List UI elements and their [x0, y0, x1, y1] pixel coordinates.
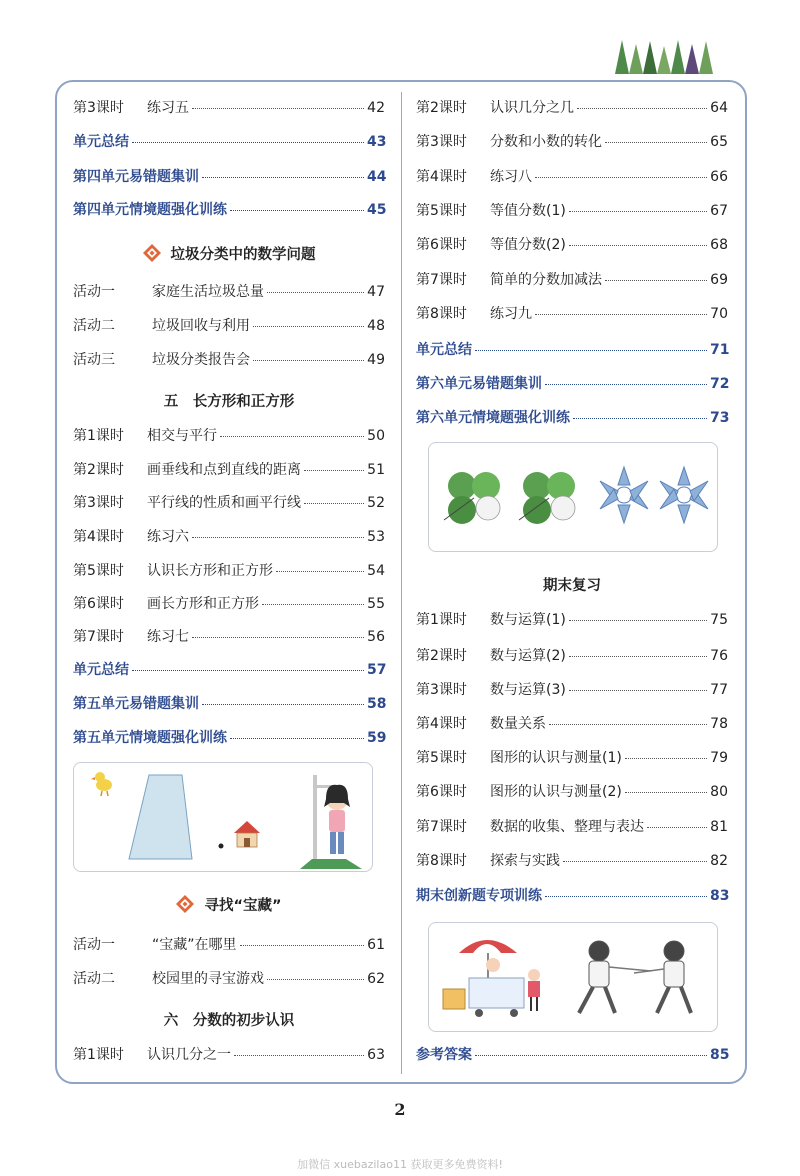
section-heading-title: 期末复习: [543, 578, 601, 594]
toc-lesson-label: 第5课时: [73, 563, 124, 579]
toc-lesson-label: 第4课时: [416, 716, 467, 732]
toc-page-number: 73: [710, 410, 730, 426]
toc-lesson-label: 第7课时: [416, 819, 467, 835]
toc-entry-title: 认识几分之一: [147, 1047, 231, 1063]
toc-entry[interactable]: [416, 342, 728, 359]
geometry-illustration: [73, 762, 373, 872]
toc-lesson-label: 第2课时: [416, 648, 467, 664]
toc-page-number: 68: [710, 237, 728, 253]
toc-leader-dots: [304, 470, 364, 471]
toc-lesson-label: 活动二: [73, 318, 115, 334]
toc-entry-title: 画垂线和点到直线的距离: [147, 462, 301, 478]
toc-lesson-label: 第5课时: [416, 750, 467, 766]
toc-entry[interactable]: [73, 662, 385, 679]
toc-leader-dots: [202, 177, 364, 178]
toc-page-number: 50: [367, 428, 385, 444]
toc-page-number: 61: [367, 937, 385, 953]
toc-page-number: 51: [367, 462, 385, 478]
section-heading: [73, 898, 385, 915]
toc-leader-dots: [262, 604, 364, 605]
toc-leader-dots: [625, 792, 707, 793]
toc-leader-dots: [647, 827, 707, 828]
toc-entry-title: 等值分数(2): [490, 237, 566, 253]
toc-leader-dots: [545, 384, 707, 385]
shopping-and-fencing-illustration: [428, 922, 718, 1032]
toc-lesson-label: 第3课时: [73, 495, 124, 511]
toc-lesson-label: 第7课时: [73, 629, 124, 645]
toc-leader-dots: [192, 537, 364, 538]
toc-leader-dots: [240, 945, 364, 946]
section-heading-title: 垃圾分类中的数学问题: [170, 247, 316, 263]
toc-entry[interactable]: [73, 1047, 385, 1064]
toc-page-number: 77: [710, 682, 728, 698]
toc-leader-dots: [569, 620, 707, 621]
toc-page-number: 42: [367, 100, 385, 116]
toc-page-number: 59: [367, 730, 387, 746]
toc-entry[interactable]: [73, 971, 385, 988]
toc-entry[interactable]: [73, 169, 385, 186]
toc-leader-dots: [577, 108, 707, 109]
clover-icon: [444, 472, 500, 524]
toc-entry[interactable]: [73, 596, 385, 613]
toc-entry[interactable]: [416, 203, 728, 220]
toc-page-number: 75: [710, 612, 728, 628]
column-divider: [401, 92, 402, 1074]
toc-page-number: 76: [710, 648, 728, 664]
toc-lesson-label: 第8课时: [416, 853, 467, 869]
toc-page-number: 85: [710, 1047, 730, 1063]
toc-page-number: 78: [710, 716, 728, 732]
toc-entry-title: 第五单元易错题集训: [73, 696, 199, 712]
toc-entry-title: 数与运算(3): [490, 682, 566, 698]
toc-page-number: 69: [710, 272, 728, 288]
toc-lesson-label: 第7课时: [416, 272, 467, 288]
toc-leader-dots: [535, 314, 707, 315]
toc-page-number: 82: [710, 853, 728, 869]
toc-entry-title: 等值分数(1): [490, 203, 566, 219]
toc-page-number: 57: [367, 662, 387, 678]
section-heading: [73, 1013, 385, 1030]
toc-entry-title: 数据的收集、整理与表达: [490, 819, 644, 835]
toc-lesson-label: 第8课时: [416, 306, 467, 322]
toc-lesson-label: 活动三: [73, 352, 115, 368]
toc-leader-dots: [605, 280, 707, 281]
toc-lesson-label: 第6课时: [73, 596, 124, 612]
toc-leader-dots: [230, 738, 364, 739]
toc-leader-dots: [192, 108, 364, 109]
toc-lesson-label: 第6课时: [416, 237, 467, 253]
toc-page-number: 53: [367, 529, 385, 545]
toc-leader-dots: [605, 142, 707, 143]
toc-lesson-label: 第1课时: [416, 612, 467, 628]
toc-leader-dots: [267, 979, 364, 980]
toc-entry[interactable]: [416, 134, 728, 151]
toc-page-number: 43: [367, 134, 387, 150]
toc-lesson-label: 第4课时: [73, 529, 124, 545]
toc-entry-title: 垃圾回收与利用: [152, 318, 250, 334]
section-heading-title: 六 分数的初步认识: [163, 1013, 295, 1029]
toc-entry-title: 认识几分之几: [490, 100, 574, 116]
ice-cream-stall-icon: [443, 940, 524, 1017]
toc-entry-title: 单元总结: [416, 342, 472, 358]
toc-entry[interactable]: [73, 352, 385, 369]
snowflake-icon: [660, 467, 708, 523]
section-heading-title: 寻找“宝藏”: [204, 898, 282, 914]
toc-page-number: 64: [710, 100, 728, 116]
toc-page-number: 70: [710, 306, 728, 322]
toc-entry[interactable]: [416, 169, 728, 186]
toc-entry[interactable]: [73, 629, 385, 646]
toc-entry[interactable]: [416, 888, 728, 905]
toc-lesson-label: 第1课时: [73, 428, 124, 444]
page-number: 2: [394, 1100, 406, 1119]
toc-page-number: 65: [710, 134, 728, 150]
toc-entry[interactable]: [73, 100, 385, 117]
snowflake-icon: [600, 467, 648, 523]
toc-entry-title: 期末创新题专项训练: [416, 888, 542, 904]
toc-leader-dots: [253, 360, 364, 361]
toc-entry[interactable]: [73, 318, 385, 335]
toc-page-number: 44: [367, 169, 387, 185]
toc-lesson-label: 活动一: [73, 284, 115, 300]
watermark-text: 加微信 xuebazilao11 获取更多免费资料!: [297, 1158, 503, 1171]
toc-entry[interactable]: [416, 648, 728, 665]
toc-entry[interactable]: [73, 462, 385, 479]
toc-page-number: 49: [367, 352, 385, 368]
toc-entry[interactable]: [416, 376, 728, 393]
toc-page-number: 45: [367, 202, 387, 218]
toc-page-number: 47: [367, 284, 385, 300]
toc-lesson-label: 第2课时: [73, 462, 124, 478]
toc-leader-dots: [569, 245, 707, 246]
toc-page-number: 72: [710, 376, 730, 392]
toc-page-number: 80: [710, 784, 728, 800]
symmetry-illustration: [428, 442, 718, 552]
toc-leader-dots: [535, 177, 707, 178]
toc-leader-dots: [234, 1055, 364, 1056]
toc-entry[interactable]: [73, 428, 385, 445]
toc-entry-title: 练习六: [147, 529, 189, 545]
toc-page-number: 62: [367, 971, 385, 987]
toc-page-number: 56: [367, 629, 385, 645]
toc-entry-title: 数量关系: [490, 716, 546, 732]
toc-entry[interactable]: [73, 495, 385, 512]
toc-entry-title: 平行线的性质和画平行线: [147, 495, 301, 511]
fencer-icon: [579, 941, 651, 1013]
toc-leader-dots: [573, 418, 707, 419]
child-icon: [528, 969, 540, 1011]
clover-icon: [519, 472, 575, 524]
toc-entry-title: 练习五: [147, 100, 189, 116]
toc-entry-title: 单元总结: [73, 662, 129, 678]
toc-page-number: 58: [367, 696, 387, 712]
toc-entry[interactable]: [73, 696, 385, 713]
toc-leader-dots: [230, 210, 364, 211]
section-heading: [416, 578, 728, 595]
toc-entry-title: 第六单元情境题强化训练: [416, 410, 570, 426]
toc-entry-title: 垃圾分类报告会: [152, 352, 250, 368]
toc-entry[interactable]: [416, 819, 728, 836]
toc-leader-dots: [569, 211, 707, 212]
toc-entry-title: “宝藏”在哪里: [152, 937, 237, 953]
toc-entry[interactable]: [416, 306, 728, 323]
duck-icon: [91, 772, 112, 796]
toc-leader-dots: [545, 896, 707, 897]
toc-leader-dots: [253, 326, 364, 327]
tree-decoration: [614, 38, 714, 78]
toc-page-number: 71: [710, 342, 730, 358]
toc-leader-dots: [475, 1055, 707, 1056]
toc-entry[interactable]: [416, 612, 728, 629]
toc-leader-dots: [475, 350, 707, 351]
toc-entry-title: 认识长方形和正方形: [147, 563, 273, 579]
toc-entry-title: 校园里的寻宝游戏: [152, 971, 264, 987]
toc-entry-title: 数与运算(1): [490, 612, 566, 628]
toc-page-number: 54: [367, 563, 385, 579]
toc-entry-title: 分数和小数的转化: [490, 134, 602, 150]
toc-page-number: 83: [710, 888, 730, 904]
toc-leader-dots: [276, 571, 364, 572]
toc-lesson-label: 第3课时: [416, 682, 467, 698]
toc-entry-title: 相交与平行: [147, 428, 217, 444]
toc-entry-title: 练习九: [490, 306, 532, 322]
toc-entry-title: 家庭生活垃圾总量: [152, 284, 264, 300]
toc-leader-dots: [563, 861, 707, 862]
toc-entry[interactable]: [416, 1047, 728, 1064]
toc-entry-title: 参考答案: [416, 1047, 472, 1063]
toc-entry[interactable]: [416, 784, 728, 801]
toc-entry[interactable]: [416, 682, 728, 699]
toc-lesson-label: 第3课时: [73, 100, 124, 116]
toc-entry-title: 第五单元情境题强化训练: [73, 730, 227, 746]
toc-page-number: 67: [710, 203, 728, 219]
toc-lesson-label: 活动二: [73, 971, 115, 987]
toc-leader-dots: [132, 670, 364, 671]
toc-entry[interactable]: [416, 237, 728, 254]
toc-leader-dots: [304, 503, 364, 504]
toc-page-number: 52: [367, 495, 385, 511]
toc-lesson-label: 第5课时: [416, 203, 467, 219]
toc-page-number: 63: [367, 1047, 385, 1063]
toc-entry-title: 第四单元情境题强化训练: [73, 202, 227, 218]
toc-entry-title: 单元总结: [73, 134, 129, 150]
fencer-icon: [634, 941, 691, 1013]
toc-entry-title: 数与运算(2): [490, 648, 566, 664]
toc-page-number: 79: [710, 750, 728, 766]
toc-leader-dots: [549, 724, 707, 725]
toc-page-number: 66: [710, 169, 728, 185]
house-icon: [234, 821, 260, 847]
toc-entry[interactable]: [416, 716, 728, 733]
toc-leader-dots: [220, 436, 364, 437]
toc-entry-title: 图形的认识与测量(1): [490, 750, 622, 766]
toc-entry[interactable]: [416, 100, 728, 117]
toc-page-number: 81: [710, 819, 728, 835]
toc-page-number: 55: [367, 596, 385, 612]
diamond-icon: [176, 895, 194, 918]
toc-leader-dots: [192, 637, 364, 638]
toc-entry-title: 练习七: [147, 629, 189, 645]
toc-leader-dots: [267, 292, 364, 293]
section-heading: [73, 247, 385, 264]
toc-leader-dots: [625, 758, 707, 759]
toc-entry[interactable]: [73, 730, 385, 747]
toc-entry[interactable]: [416, 272, 728, 289]
toc-entry[interactable]: [73, 563, 385, 580]
toc-entry[interactable]: [73, 529, 385, 546]
toc-entry-title: 简单的分数加减法: [490, 272, 602, 288]
toc-entry-title: 探索与实践: [490, 853, 560, 869]
toc-entry-title: 画长方形和正方形: [147, 596, 259, 612]
toc-lesson-label: 活动一: [73, 937, 115, 953]
toc-entry-title: 练习八: [490, 169, 532, 185]
toc-entry-title: 第六单元易错题集训: [416, 376, 542, 392]
toc-leader-dots: [569, 690, 707, 691]
toc-entry[interactable]: [73, 134, 385, 151]
toc-entry[interactable]: [73, 202, 385, 219]
toc-entry[interactable]: [73, 284, 385, 301]
toc-leader-dots: [202, 704, 364, 705]
toc-entry-title: 第四单元易错题集训: [73, 169, 199, 185]
section-heading: [73, 394, 385, 411]
toc-lesson-label: 第1课时: [73, 1047, 124, 1063]
girl-with-height-ruler-icon: [300, 775, 362, 869]
toc-lesson-label: 第4课时: [416, 169, 467, 185]
diamond-icon: [143, 244, 161, 267]
toc-entry-title: 图形的认识与测量(2): [490, 784, 622, 800]
toc-leader-dots: [569, 656, 707, 657]
toc-page-number: 48: [367, 318, 385, 334]
toc-entry[interactable]: [416, 853, 728, 870]
toc-entry[interactable]: [73, 937, 385, 954]
toc-lesson-label: 第3课时: [416, 134, 467, 150]
toc-leader-dots: [132, 142, 364, 143]
toc-entry[interactable]: [416, 750, 728, 767]
toc-lesson-label: 第6课时: [416, 784, 467, 800]
toc-lesson-label: 第2课时: [416, 100, 467, 116]
toc-entry[interactable]: [416, 410, 728, 427]
section-heading-title: 五 长方形和正方形: [163, 394, 295, 410]
